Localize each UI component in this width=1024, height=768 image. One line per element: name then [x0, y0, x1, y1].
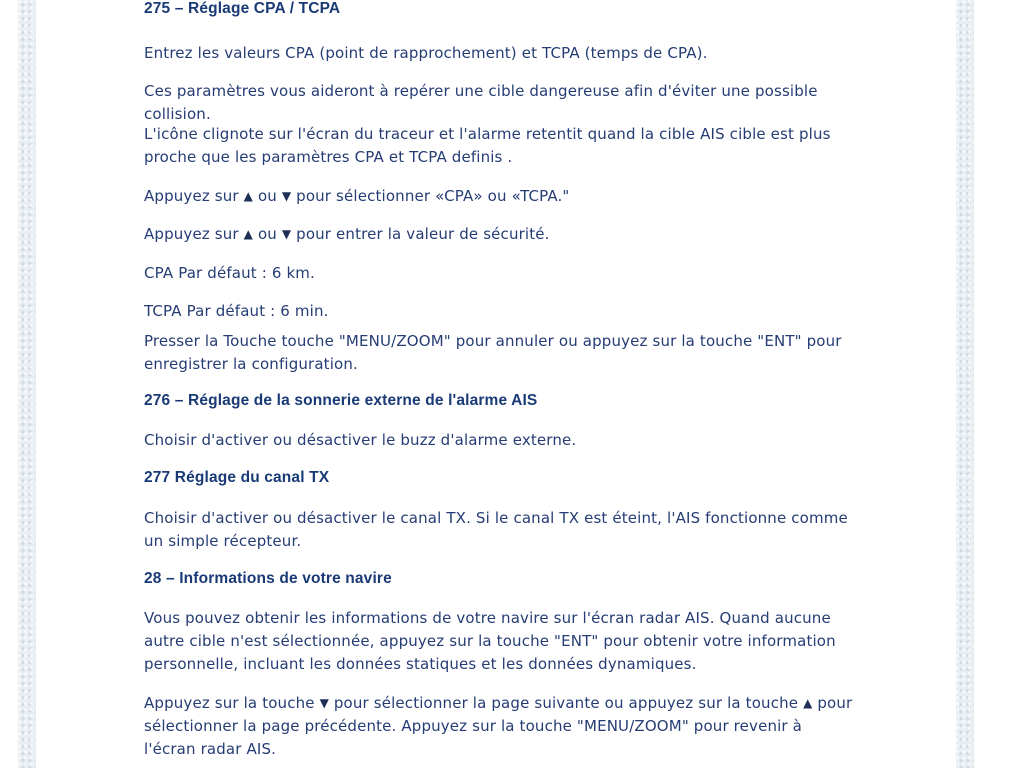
value-suffix-text: pour entrer la valeur de sécurité. — [296, 225, 550, 243]
up-arrow-icon: ▲ — [803, 696, 813, 710]
nav-prefix-text: Appuyez sur la touche — [144, 694, 315, 712]
paragraph-page-navigation — [144, 692, 854, 761]
paragraph-tx-channel: Choisir d'activer ou désactiver le canal TX. Si le canal TX est éteint, l'AIS fonctionne comme un simple récepteur. — [144, 509, 848, 550]
paragraph-cpa-tcpa-intro: Entrez les valeurs CPA (point de rapprochement) et TCPA (temps de CPA). — [144, 44, 708, 62]
paragraph-external-buzzer: Choisir d'activer ou désactiver le buzz d'alarme externe. — [144, 431, 577, 449]
down-arrow-icon: ▼ — [281, 227, 292, 241]
section-heading-277: 277 Réglage du canal TX — [144, 469, 330, 486]
paragraph-select-cpa-tcpa — [144, 185, 854, 208]
select-prefix-text: Appuyez sur — [144, 187, 239, 205]
value-prefix-text: Appuyez sur — [144, 225, 239, 243]
down-arrow-icon: ▼ — [319, 696, 329, 710]
select-suffix-text: pour sélectionner «CPA» ou «TCPA." — [296, 187, 570, 205]
page-border-right — [956, 0, 974, 768]
page-border-left — [18, 0, 36, 768]
up-arrow-icon: ▲ — [243, 189, 254, 203]
document-page — [36, 0, 956, 768]
paragraph-alarm-behavior: L'icône clignote sur l'écran du traceur et l'alarme retentit quand la cible AIS cible est plus proche que les paramètres CPA et TCPA definis . — [144, 125, 831, 166]
paragraph-cpa-purpose: Ces paramètres vous aideront à repérer une cible dangereuse afin d'éviter une possible collision. — [144, 82, 818, 123]
paragraph-vessel-info: Vous pouvez obtenir les informations de votre navire sur l'écran radar AIS. Quand aucune autre cible n'est sélectionnée, appuyez sur la touche "ENT" pour obtenir votre information personnelle, incluant les données statiques et les données dynamiques. — [144, 609, 836, 673]
cpa-default-text: CPA Par défaut : 6 km. — [144, 264, 315, 282]
nav-mid-text: pour sélectionner la page suivante ou appuyez sur la touche — [333, 694, 799, 712]
paragraph-save-cancel: Presser la Touche touche "MENU/ZOOM" pour annuler ou appuyez sur la touche "ENT" pour enregistrer la configuration. — [144, 332, 842, 373]
section-heading-275: 275 – Réglage CPA / TCPA — [144, 0, 341, 17]
nav-suffix-text: pour sélectionner la page précédente. Appuyez sur la touche "MENU/ZOOM" pour revenir à l'écran radar AIS. — [144, 694, 853, 758]
up-arrow-icon: ▲ — [243, 227, 254, 241]
tcpa-default-text: TCPA Par défaut : 6 min. — [144, 302, 329, 320]
section-heading-28: 28 – Informations de votre navire — [144, 570, 392, 587]
paragraph-enter-value — [144, 223, 854, 246]
down-arrow-icon: ▼ — [281, 189, 292, 203]
value-mid-text: ou — [257, 225, 277, 243]
select-mid-text: ou — [257, 187, 277, 205]
section-heading-276: 276 – Réglage de la sonnerie externe de l'alarme AIS — [144, 392, 538, 409]
